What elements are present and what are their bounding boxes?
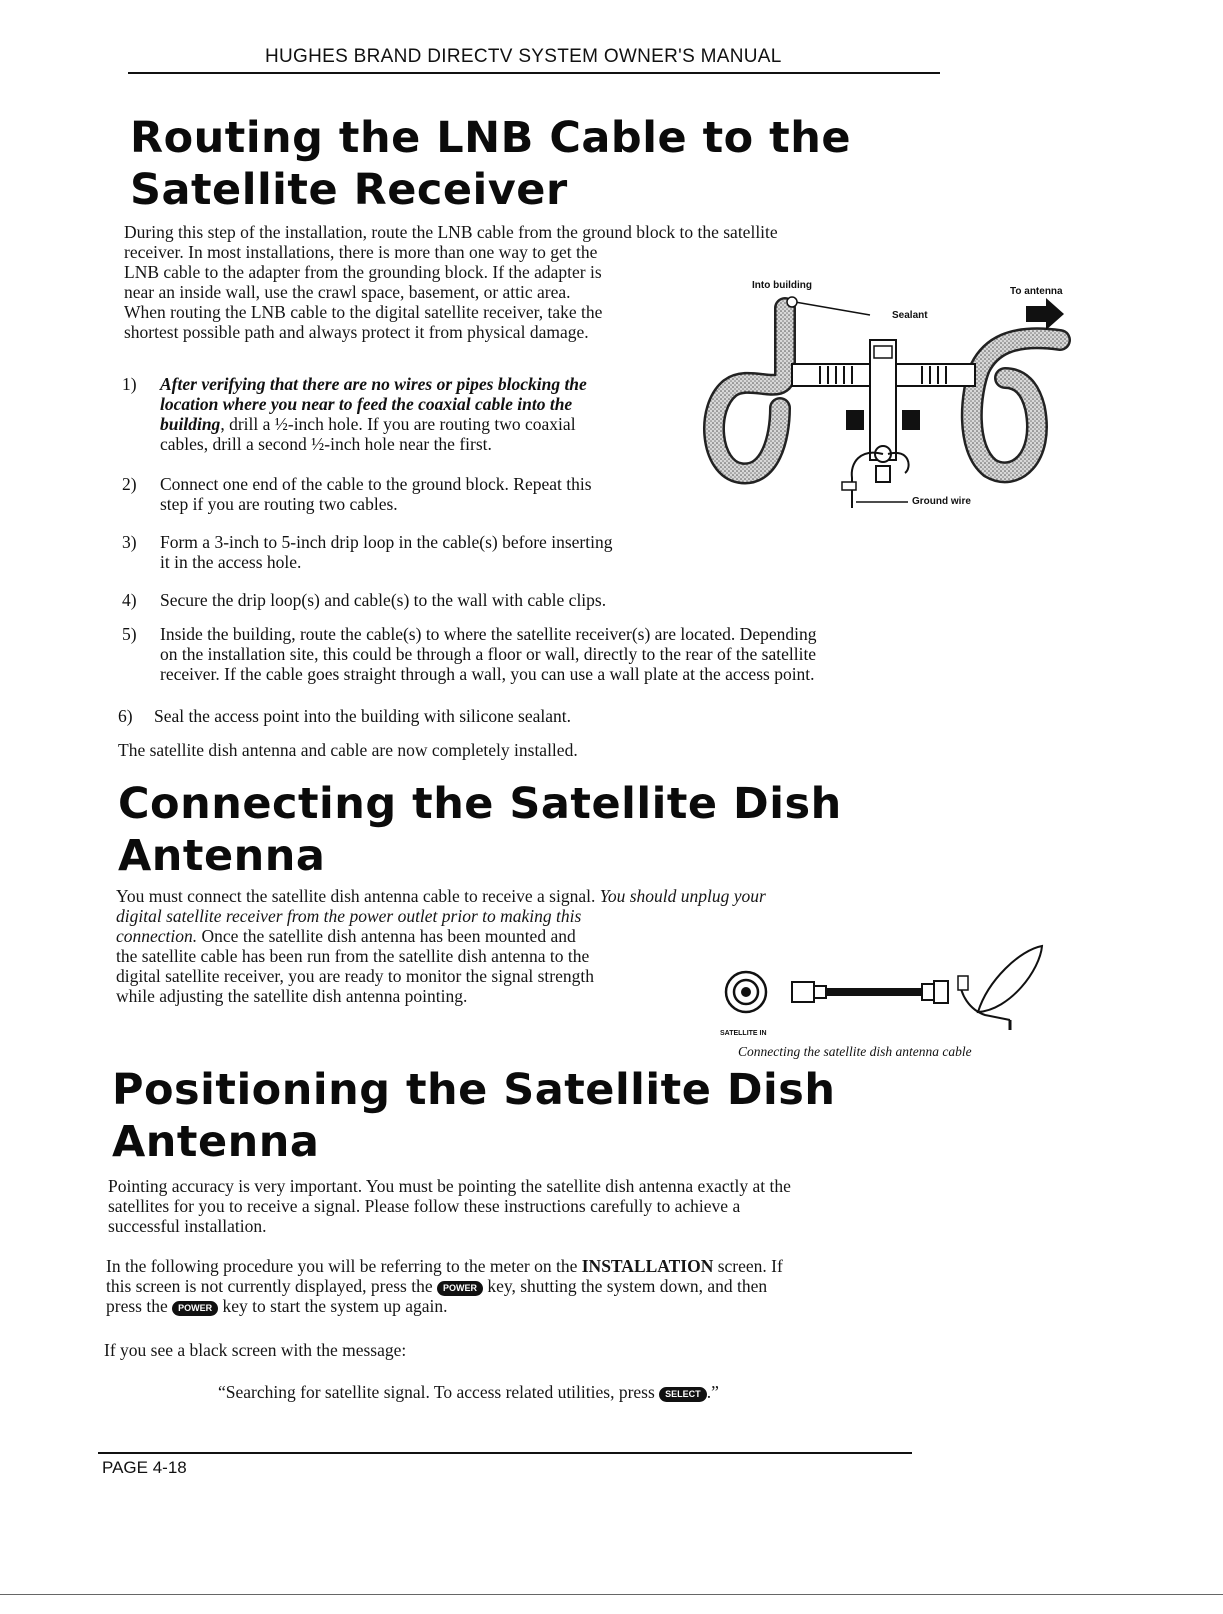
step-1 (122, 374, 722, 464)
step-line (160, 414, 587, 434)
paragraph-line: digital satellite receiver, you are ready to monitor the signal strength (116, 966, 594, 986)
footer-rule (98, 1452, 912, 1454)
label-to-antenna: To antenna (1010, 286, 1063, 297)
step-line: Inside the building, route the cable(s) to where the satellite receiver(s) are located. Depending (160, 624, 817, 644)
arrow-right-icon (1026, 298, 1064, 330)
quote-end: .” (706, 1382, 719, 1402)
positioning-paragraph-3: If you see a black screen with the message: (104, 1340, 407, 1360)
text-plain: press the (106, 1296, 168, 1316)
section-title-line1: Routing the LNB Cable to the (130, 113, 851, 163)
text-plain: this screen is not currently displayed, press the (106, 1276, 433, 1296)
step-number: 3) (122, 532, 137, 552)
step-3 (122, 532, 722, 576)
section-title-line1: Connecting the Satellite Dish (118, 779, 842, 829)
label-into-building: Into building (752, 280, 812, 291)
positioning-paragraph-2 (106, 1256, 926, 1316)
paragraph-line: digital satellite receiver from the power outlet prior to making this (116, 906, 582, 926)
step-line: on the installation site, this could be through a floor or wall, directly to the rear of the satellite (160, 644, 817, 664)
step-line: Seal the access point into the building with silicone sealant. (154, 706, 571, 726)
paragraph-line: while adjusting the satellite dish antenna pointing. (116, 986, 468, 1006)
text-italic: You should unplug your (599, 886, 766, 906)
ground-block-diagram (700, 278, 1080, 518)
step-number: 4) (122, 590, 137, 610)
satellite-in-label: SATELLITE IN (720, 1030, 767, 1037)
section-title-line2: Antenna (112, 1117, 320, 1167)
step-line: step if you are routing two cables. (160, 494, 398, 514)
text-plain: screen. If (717, 1256, 783, 1276)
label-ground-wire: Ground wire (912, 496, 971, 507)
section-positioning (112, 1064, 1012, 1168)
step-emphasis: location where you near to feed the coaxial cable into the (160, 394, 573, 414)
positioning-paragraph-1 (108, 1176, 918, 1236)
paragraph-line: Pointing accuracy is very important. You must be pointing the satellite dish antenna exactly at the (108, 1176, 791, 1196)
section-title-line1: Positioning the Satellite Dish (112, 1065, 836, 1115)
screen-name: INSTALLATION (581, 1256, 714, 1276)
text-plain: In the following procedure you will be referring to the meter on the (106, 1256, 578, 1276)
quote-text: “Searching for satellite signal. To access related utilities, press (218, 1382, 655, 1402)
text-plain: key to start the system up again. (222, 1296, 448, 1316)
step-2 (122, 474, 722, 518)
step-line: cables, drill a second ½-inch hole near the first. (160, 434, 492, 454)
search-message-quote (218, 1382, 719, 1402)
section-title-line2: Satellite Receiver (130, 165, 568, 215)
figure-caption: Connecting the satellite dish antenna cable (738, 1044, 972, 1059)
dish-cable-figure (720, 940, 1080, 1068)
header-rule (128, 72, 940, 74)
paragraph-line: satellites for you to receive a signal. Please follow these instructions carefully to achieve a (108, 1196, 741, 1216)
paragraph-line (106, 1296, 926, 1316)
page-edge-rule (0, 1594, 1223, 1595)
step-line: receiver. If the cable goes straight through a wall, you can use a wall plate at the access point. (160, 664, 815, 684)
step-text (160, 374, 587, 454)
routing-closing: The satellite dish antenna and cable are now completely installed. (118, 740, 578, 760)
step-text (154, 706, 571, 726)
paragraph-line (106, 1256, 926, 1276)
power-key-icon: POWER (437, 1281, 483, 1296)
intro-line: When routing the LNB cable to the digital satellite receiver, take the (124, 302, 603, 322)
dish-cable-diagram (720, 940, 1080, 1030)
section-title (118, 778, 1018, 882)
section-title (130, 112, 1030, 216)
text-plain: You must connect the satellite dish antenna cable to receive a signal. (116, 886, 596, 906)
power-key-icon: POWER (172, 1301, 218, 1316)
text-plain: key, shutting the system down, and then (487, 1276, 768, 1296)
section-title-line2: Antenna (118, 831, 326, 881)
text-plain: Once the satellite dish antenna has been mounted and (201, 926, 576, 946)
step-line: it in the access hole. (160, 552, 302, 572)
section-title (112, 1064, 1012, 1168)
step-number: 1) (122, 374, 137, 394)
page-number: PAGE 4-18 (102, 1458, 187, 1477)
step-number: 5) (122, 624, 137, 644)
label-sealant: Sealant (892, 310, 928, 321)
step-4 (122, 590, 822, 612)
step-line: Form a 3-inch to 5-inch drip loop in the cable(s) before inserting (160, 532, 613, 552)
section-routing (130, 112, 1030, 216)
select-key-icon: SELECT (659, 1387, 707, 1402)
intro-line: receiver. In most installations, there is more than one way to get the (124, 242, 598, 262)
paragraph-line (116, 886, 906, 906)
paragraph-line (106, 1276, 926, 1296)
step-number: 6) (118, 706, 133, 726)
step-text (160, 624, 950, 684)
step-line: Secure the drip loop(s) and cable(s) to the wall with cable clips. (160, 590, 607, 610)
step-number: 2) (122, 474, 137, 494)
step-text (160, 590, 606, 610)
step-text (160, 532, 612, 572)
intro-line: near an inside wall, use the crawl space, basement, or attic area. (124, 282, 571, 302)
intro-line: During this step of the installation, route the LNB cable from the ground block to the satellite (124, 222, 778, 242)
intro-line: LNB cable to the adapter from the grounding block. If the adapter is (124, 262, 602, 282)
text-italic: connection. (116, 926, 198, 946)
step-emphasis: building (160, 414, 221, 434)
step-5 (122, 624, 942, 688)
step-text-rest: , drill a ½-inch hole. If you are routing two coaxial (220, 414, 576, 434)
step-6 (118, 706, 818, 728)
section-connecting (118, 778, 1018, 882)
intro-line: shortest possible path and always protect it from physical damage. (124, 322, 589, 342)
paragraph-line: the satellite cable has been run from the satellite dish antenna to the (116, 946, 590, 966)
running-header: HUGHES BRAND DIRECTV SYSTEM OWNER'S MANUAL (265, 46, 782, 67)
step-text (160, 474, 592, 514)
step-emphasis: After verifying that there are no wires or pipes blocking the (160, 374, 587, 394)
ground-block-figure (700, 278, 1080, 518)
step-line: Connect one end of the cable to the ground block. Repeat this (160, 474, 592, 494)
paragraph-line: successful installation. (108, 1216, 267, 1236)
